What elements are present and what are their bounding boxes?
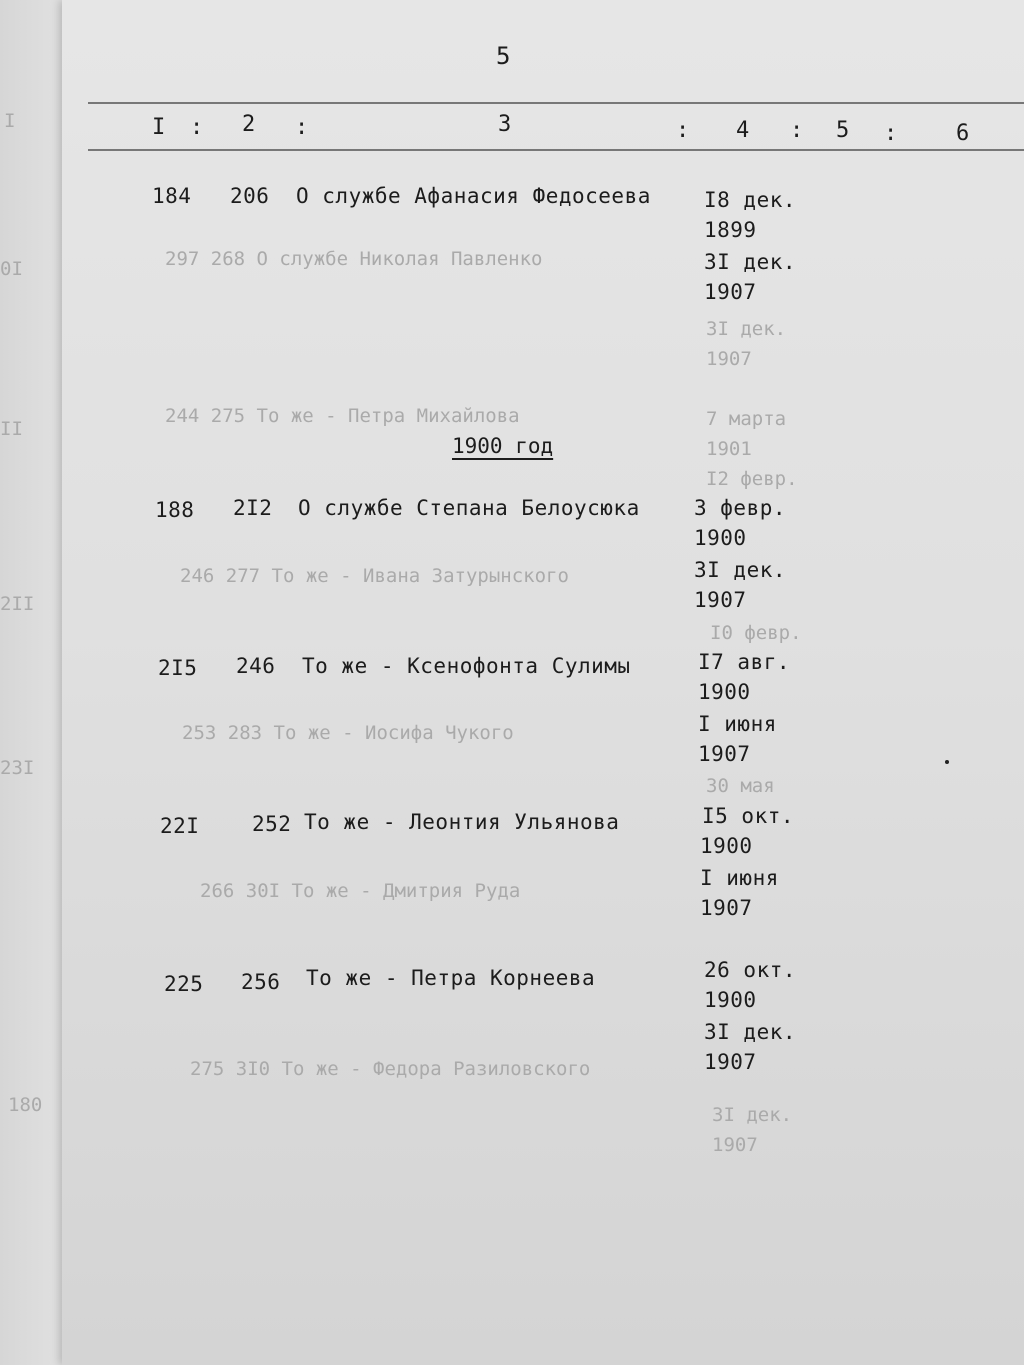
header-top-rule — [88, 102, 1024, 104]
column-separator: : — [790, 118, 804, 143]
entry-file-number: 206 — [230, 184, 270, 208]
entry-number: 184 — [152, 184, 192, 208]
bleed-through-text: 253 283 То же - Иосифа Чукого — [182, 722, 514, 744]
bleed-through-text: 0I — [0, 258, 23, 280]
column-header-1: I — [152, 115, 166, 140]
entry-title: То же - Петра Корнеева — [306, 966, 596, 990]
entry-end-year: 1907 — [704, 1050, 757, 1074]
entry-start-year: 1899 — [704, 218, 757, 242]
entry-end-year: 1907 — [698, 742, 751, 766]
year-heading: 1900 год — [452, 434, 554, 458]
entry-number: 225 — [164, 972, 204, 996]
entry-start-year: 1900 — [700, 834, 753, 858]
entry-number: 188 — [155, 498, 195, 522]
entry-start-date: I7 авг. — [698, 650, 791, 674]
bleed-through-text: 2II — [0, 593, 35, 615]
entry-end-date: I июня — [698, 712, 777, 736]
entry-file-number: 246 — [236, 654, 276, 678]
bleed-through-text: I0 февр. — [710, 622, 802, 644]
column-header-4: 4 — [736, 118, 750, 143]
entry-start-date: I5 окт. — [702, 804, 795, 828]
entry-end-year: 1907 — [694, 588, 747, 612]
column-header-2: 2 — [242, 112, 256, 137]
entry-file-number: 252 — [252, 812, 292, 836]
bleed-through-text: I — [4, 110, 16, 132]
entry-number: 22I — [160, 814, 200, 838]
column-header-5: 5 — [836, 118, 850, 143]
entry-title: То же - Ксенофонта Сулимы — [302, 654, 631, 678]
column-separator: : — [676, 118, 690, 143]
entry-file-number: 2I2 — [233, 496, 273, 520]
entry-title: О службе Афанасия Федосеева — [296, 184, 651, 208]
entry-start-year: 1900 — [694, 526, 747, 550]
entry-start-date: I8 дек. — [704, 188, 797, 212]
column-separator: : — [884, 121, 898, 146]
column-header-3: 3 — [498, 112, 512, 137]
entry-end-date: I июня — [700, 866, 779, 890]
entry-number: 2I5 — [158, 656, 198, 680]
header-bottom-rule — [88, 149, 1024, 151]
entry-title: То же - Леонтия Ульянова — [304, 810, 620, 834]
entry-start-year: 1900 — [704, 988, 757, 1012]
entry-start-year: 1900 — [698, 680, 751, 704]
bleed-through-text: 3I дек. 1907 — [712, 1104, 793, 1156]
bleed-through-text: 297 268 О службе Николая Павленко — [165, 248, 543, 270]
entry-file-number: 256 — [241, 970, 281, 994]
entry-end-date: 3I дек. — [704, 1020, 797, 1044]
column-separator: : — [295, 115, 309, 140]
bleed-through-text: 180 — [8, 1094, 43, 1116]
entry-start-date: 26 окт. — [704, 958, 797, 982]
entry-end-year: 1907 — [700, 896, 753, 920]
entry-title: О службе Степана Белоусюка — [298, 496, 640, 520]
ink-speck — [945, 760, 949, 764]
entry-end-date: 3I дек. — [704, 250, 797, 274]
bleed-through-text: 266 30I То же - Дмитрия Руда — [200, 880, 521, 902]
bleed-through-text: 246 277 То же - Ивана Затурынского — [180, 565, 569, 587]
page-number: 5 — [496, 42, 511, 70]
entry-end-date: 3I дек. — [694, 558, 787, 582]
bleed-through-text: 244 275 То же - Петра Михайлова — [165, 405, 520, 427]
bleed-through-text: 3I дек. 1907 — [706, 318, 787, 370]
entry-start-date: 3 февр. — [694, 496, 787, 520]
bleed-through-text: 275 3I0 То же - Федора Разиловского — [190, 1058, 591, 1080]
bleed-through-text: II — [0, 418, 23, 440]
bleed-through-text: 23I — [0, 757, 35, 779]
entry-end-year: 1907 — [704, 280, 757, 304]
column-separator: : — [190, 115, 204, 140]
underlying-page-edge — [0, 0, 70, 1365]
bleed-through-text: 7 марта 1901 I2 февр. — [706, 408, 798, 490]
column-header-6: 6 — [956, 121, 970, 146]
bleed-through-text: 30 мая — [706, 775, 775, 797]
